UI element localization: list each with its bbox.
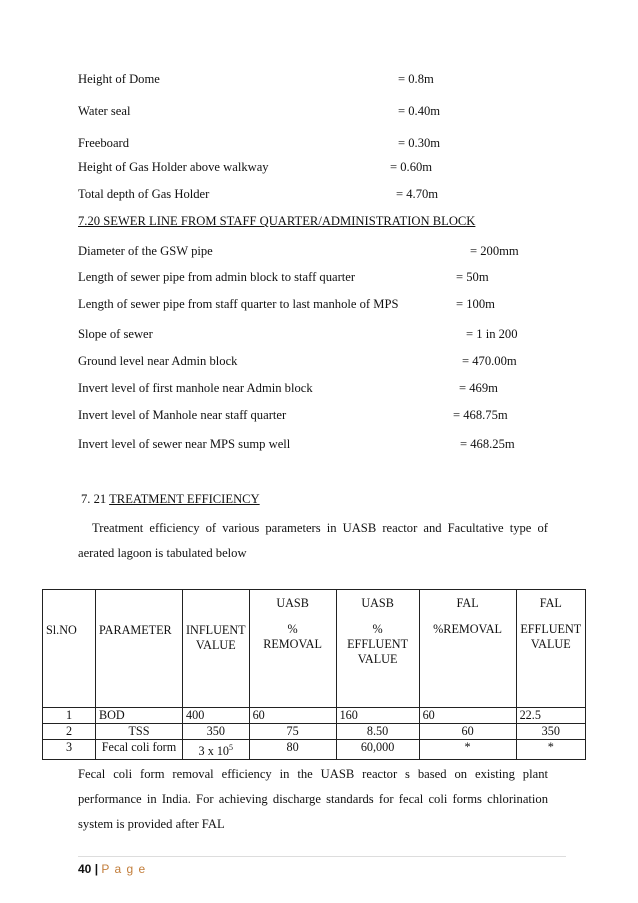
sewer-length-admin-value: = 50m — [456, 270, 489, 284]
header-fal-effluent: FAL EFFLUENT VALUE — [516, 590, 585, 708]
row-1-influent: 400 — [183, 708, 250, 724]
row-2-influent: 350 — [183, 724, 250, 740]
row-2-fal-effluent: 350 — [516, 724, 585, 740]
invert-first-manhole-value: = 469m — [459, 381, 498, 395]
intro-paragraph: Treatment efficiency of various parameters in UASB reactor and Facultative type of aerated lagoon is tabulated below — [78, 521, 548, 560]
invert-staff-manhole-label: Invert level of Manhole near staff quarter — [78, 408, 287, 422]
gas-holder-depth-label: Total depth of Gas Holder — [78, 187, 210, 201]
gas-holder-height-value: = 0.60m — [390, 160, 433, 174]
row-1-uasb-effluent: 160 — [336, 708, 419, 724]
freeboard-value: = 0.30m — [398, 136, 441, 150]
header-uasb-effluent: UASB % EFFLUENT VALUE — [336, 590, 419, 708]
header-slno: Sl.NO — [43, 590, 96, 708]
gas-holder-depth-value: = 4.70m — [396, 187, 439, 201]
row-2-uasb-removal: 75 — [249, 724, 336, 740]
row-1-slno: 1 — [43, 708, 96, 724]
dome-height-label: Height of Dome — [78, 72, 160, 86]
ground-level-label: Ground level near Admin block — [78, 354, 238, 368]
row-1-parameter: BOD — [96, 708, 183, 724]
invert-staff-manhole-value: = 468.75m — [453, 408, 508, 422]
invert-sump-well-value: = 468.25m — [460, 437, 515, 451]
invert-first-manhole-label: Invert level of first manhole near Admin block — [78, 381, 313, 395]
table-row — [43, 724, 586, 740]
header-fal-removal: FAL %REMOVAL — [419, 590, 516, 708]
row-3-fal-removal: * — [419, 740, 516, 760]
row-3-influent: 3 x $10^5$ — [183, 740, 250, 760]
row-3-uasb-removal: 80 — [249, 740, 336, 760]
sewer-length-admin-label: Length of sewer pipe from admin block to staff quarter — [78, 270, 356, 284]
row-2-parameter: TSS — [96, 724, 183, 740]
closing-paragraph: Fecal coli form removal efficiency in the UASB reactor s based on existing plant performance in India. For achieving discharge standards for fecal coli forms chlorination system is provided after FAL — [78, 767, 548, 831]
row-2-slno: 2 — [43, 724, 96, 740]
page-number: 40 — [78, 862, 92, 876]
header-parameter: PARAMETER — [96, 590, 183, 708]
page-label: P a g e — [101, 862, 147, 876]
section-heading-sewer-line: 7.20 SEWER LINE FROM STAFF QUARTER/ADMINISTRATION BLOCK — [78, 214, 476, 228]
row-2-fal-removal: 60 — [419, 724, 516, 740]
header-uasb-removal: UASB % REMOVAL — [249, 590, 336, 708]
sewer-slope-label: Slope of sewer — [78, 327, 153, 341]
dome-height-value: = 0.8m — [398, 72, 434, 86]
sewer-slope-value: = 1 in 200 — [466, 327, 518, 341]
row-1-fal-removal: 60 — [419, 708, 516, 724]
section-heading-treatment-efficiency — [81, 492, 260, 507]
row-1-uasb-removal: 60 — [249, 708, 336, 724]
row-3-parameter: Fecal coli form — [96, 740, 183, 760]
sewer-length-mps-label: Length of sewer pipe from staff quarter to last manhole of MPS — [78, 297, 399, 311]
row-3-uasb-effluent: 60,000 — [336, 740, 419, 760]
table-header-row — [43, 590, 586, 708]
table-row — [43, 708, 586, 724]
invert-sump-well-label: Invert level of sewer near MPS sump well — [78, 437, 291, 451]
footer-divider — [78, 856, 566, 857]
row-3-slno: 3 — [43, 740, 96, 760]
row-1-fal-effluent: 22.5 — [516, 708, 585, 724]
table-row — [43, 740, 586, 760]
section-title: TREATMENT EFFICIENCY — [109, 492, 260, 506]
page-footer — [78, 862, 146, 876]
ground-level-value: = 470.00m — [462, 354, 517, 368]
freeboard-label: Freeboard — [78, 136, 130, 150]
row-2-uasb-effluent: 8.50 — [336, 724, 419, 740]
header-influent: INFLUENT VALUE — [183, 590, 250, 708]
row-3-fal-effluent: * — [516, 740, 585, 760]
gas-holder-height-label: Height of Gas Holder above walkway — [78, 160, 269, 174]
gsw-pipe-diameter-label: Diameter of the GSW pipe — [78, 244, 213, 258]
water-seal-value: = 0.40m — [398, 104, 441, 118]
treatment-efficiency-table — [42, 589, 586, 760]
sewer-length-mps-value: = 100m — [456, 297, 495, 311]
gsw-pipe-diameter-value: = 200mm — [470, 244, 519, 258]
water-seal-label: Water seal — [78, 104, 131, 118]
footer-separator: | — [94, 862, 99, 876]
section-number: 7. 21 — [81, 492, 107, 506]
